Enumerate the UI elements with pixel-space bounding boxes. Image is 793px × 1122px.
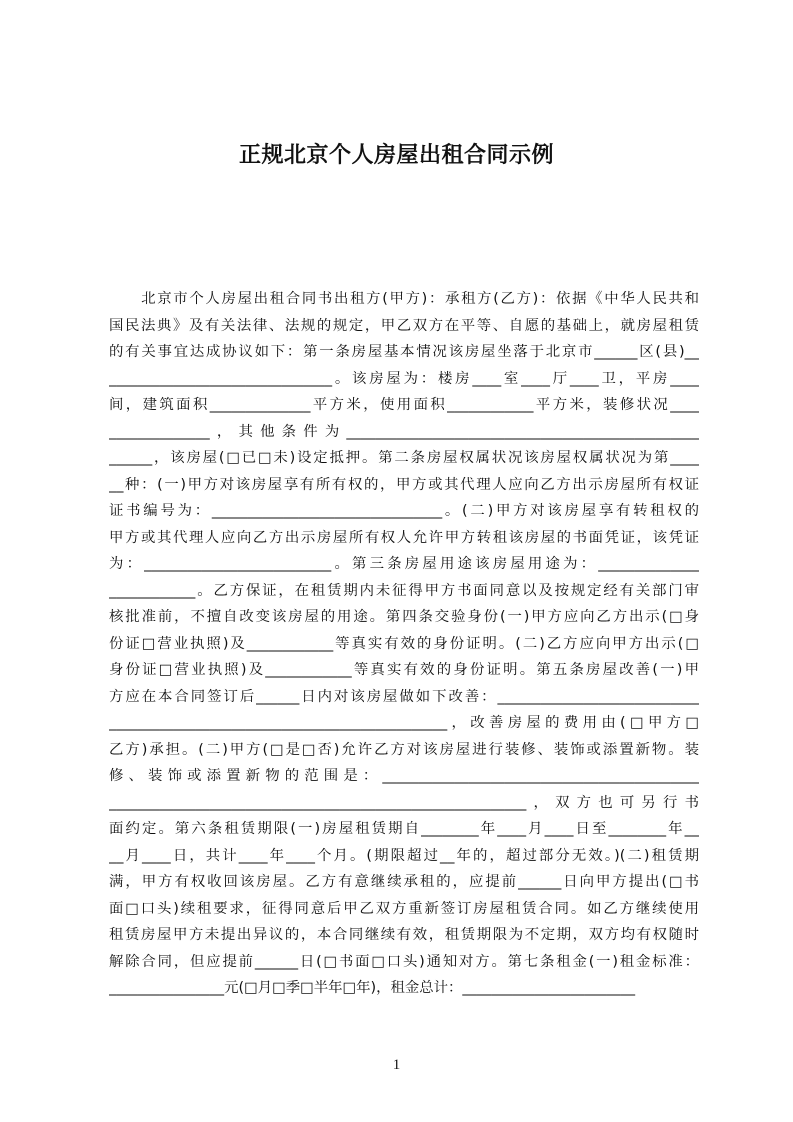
body-line-17: _______________________________________________，改善房屋的费用由(□甲方□ — [109, 715, 699, 731]
body-line-8: __种：(一)甲方对该房屋享有所有权的，甲方或其代理人应向乙方出示房屋所有权证 — [109, 476, 699, 493]
body-line-2: 国民法典》及有关法律、法规的规定，甲乙双方在平等、自愿的基础上，就房屋租赁 — [109, 317, 699, 334]
body-line-15: 身份证□营业执照)及____________等真实有效的身份证明。第五条房屋改善(一)甲 — [109, 662, 699, 678]
body-line-4: _______________________________。该房屋为：楼房____室____厅____卫，平房____ — [109, 370, 699, 387]
body-line-21: 面约定。第六条租赁期限(一)房屋租赁期自________年____月____日至________年__ — [109, 821, 699, 837]
body-line-6: ______________，其他条件为_________________________________________________ — [109, 423, 699, 440]
document-title: 正规北京个人房屋出租合同示例 — [238, 143, 554, 168]
body-line-7: ______，该房屋(□已□未)设定抵押。第二条房屋权属状况该房屋权属状况为第____ — [109, 450, 699, 466]
body-line-25: 租赁房屋甲方未提出异议的，本合同继续有效，租赁期限为不定期，双方均有权随时 — [109, 927, 699, 943]
body-line-27: ________________元(□月□季□半年□年)，租金总计：________________________ — [109, 980, 636, 996]
body-line-24: 面□口头)续租要求，征得同意后甲乙双方重新签订房屋租赁合同。如乙方继续使用 — [109, 900, 699, 917]
body-line-23: 满，甲方有权收回该房屋。乙方有意继续承租的，应提前______日向甲方提出(□书 — [109, 874, 699, 890]
body-line-10: 甲方或其代理人应向乙方出示房屋所有权人允许甲方转租该房屋的书面凭证，该凭证 — [109, 529, 699, 546]
body-line-22: __月____日，共计____年____个月。(期限超过__年的，超过部分无效。)(二)租赁期 — [109, 847, 699, 864]
body-line-16: 方应在本合同签订后______日内对该房屋做如下改善：____________________________ — [109, 688, 699, 705]
body-line-12: ____________。乙方保证，在租赁期内未征得甲方书面同意以及按规定经有关部门审 — [109, 582, 699, 599]
body-line-1: 北京市个人房屋出租合同书出租方(甲方)：承租方(乙方)：依据《中华人民共和 — [109, 291, 699, 307]
body-line-11: 为：__________________________。第三条房屋用途该房屋用途为：______________ — [109, 556, 699, 572]
body-line-19: 修、装饰或添置新物的范围是：____________________________________________ — [109, 768, 699, 784]
body-line-9: 证书编号为：________________________________。(二)甲方对该房屋享有转租权的 — [109, 503, 699, 519]
body-line-18: 乙方)承担。(二)甲方(□是□否)允许乙方对该房屋进行装修、装饰或添置新物。装 — [109, 741, 699, 758]
body-line-20: __________________________________________________________，双方也可另行书 — [109, 794, 699, 811]
body-line-13: 核批准前，不擅自改变该房屋的用途。第四条交验身份(一)甲方应向乙方出示(□身 — [109, 609, 699, 625]
body-line-5: 间，建筑面积______________平方米，使用面积____________平方米，装修状况____ — [109, 397, 699, 413]
body-line-14: 份证□营业执照)及____________等真实有效的身份证明。(二)乙方应向甲方出示(□ — [109, 635, 699, 652]
body-line-3: 的有关事宜达成协议如下：第一条房屋基本情况该房屋坐落于北京市______区(县)__ — [109, 344, 699, 360]
contract-body — [109, 286, 699, 1002]
body-line-26: 解除合同，但应提前______日(□书面□口头)通知对方。第七条租金(一)租金标准： — [109, 953, 699, 970]
page-number: 1 — [392, 1057, 401, 1073]
